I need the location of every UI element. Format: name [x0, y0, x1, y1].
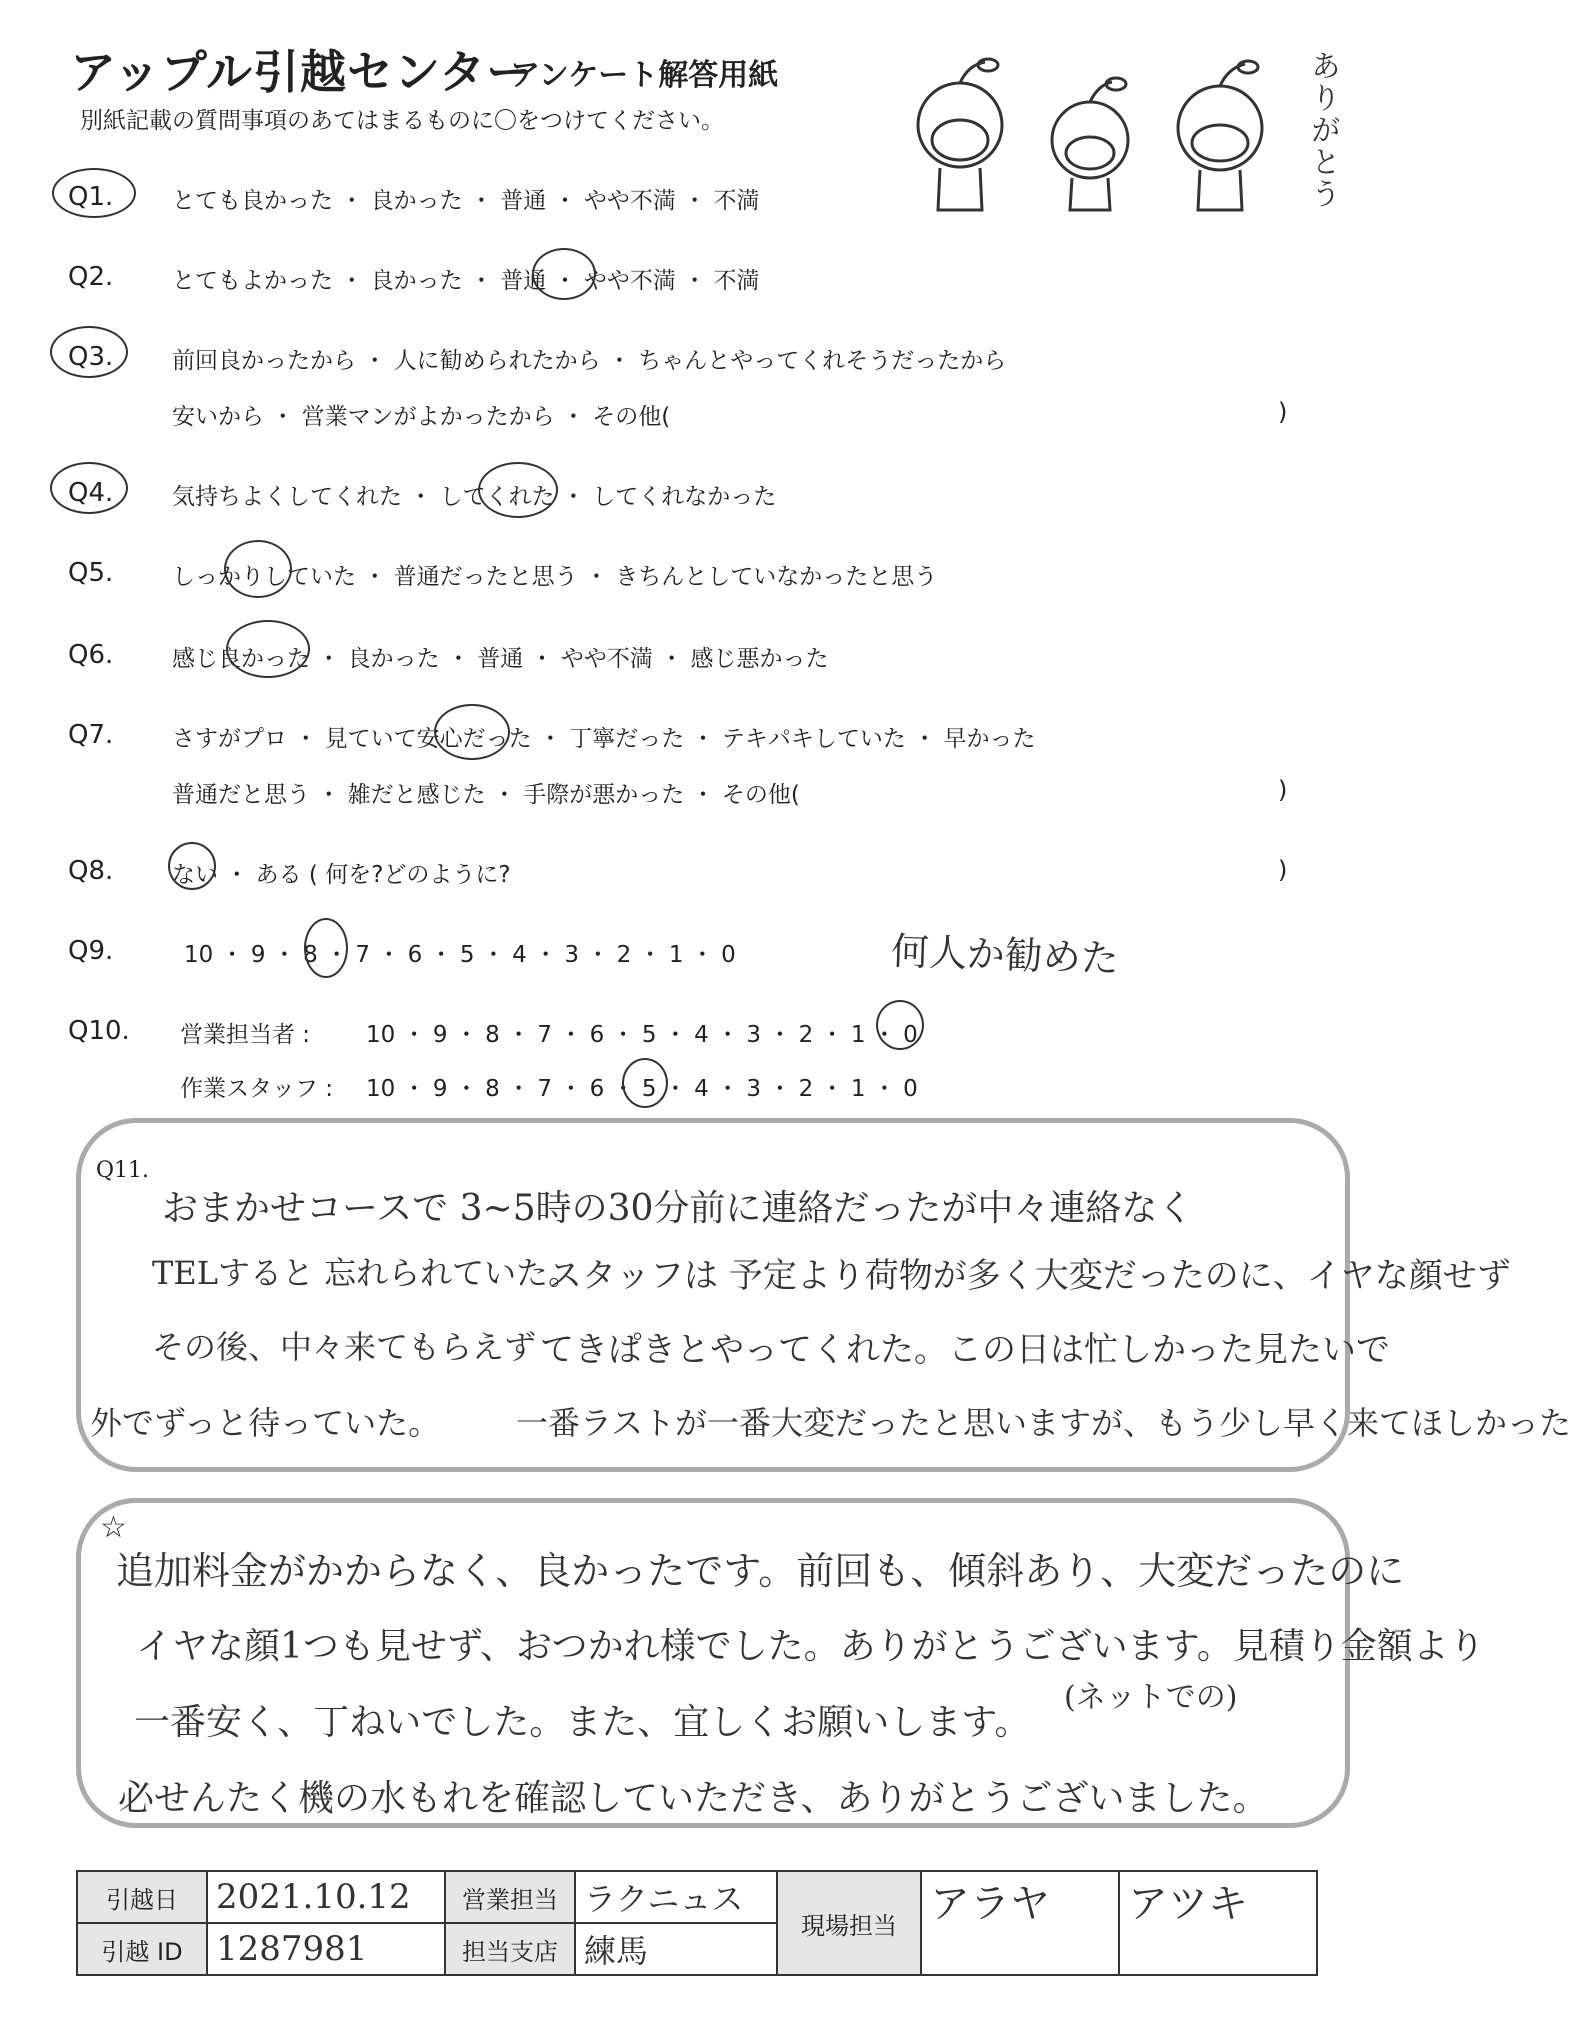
- answer-circle: [224, 540, 292, 598]
- q11-text-line2a: TELすると 忘れられていた。: [152, 1254, 581, 1292]
- q9-scale: 10 ・ 9 ・ 8 ・ 7 ・ 6 ・ 5 ・ 4 ・ 3 ・ 2 ・ 1 ・ 0: [184, 942, 736, 968]
- q8-close-paren: ): [1278, 856, 1288, 884]
- q11-text-line1: おまかせコースで 3~5時の30分前に連絡だったが中々連絡なく: [162, 1188, 1194, 1229]
- move-id-value: 1287981: [207, 1923, 445, 1975]
- answer-circle: [168, 842, 216, 890]
- answer-circle: [50, 326, 128, 378]
- q10-staff-scale: 10 ・ 9 ・ 8 ・ 7 ・ 6 ・ 5 ・ 4 ・ 3 ・ 2 ・ 1 ・ 0: [366, 1076, 918, 1102]
- star-icon: ☆: [100, 1510, 127, 1545]
- move-id-label: 引越 ID: [77, 1923, 207, 1975]
- q3-label: Q3.: [68, 342, 114, 372]
- q11-text-line3a: その後、中々来てもらえず: [152, 1328, 537, 1366]
- q7-close-paren: ): [1278, 776, 1288, 804]
- q11-text-line4a: 外でずっと待っていた。: [90, 1404, 441, 1442]
- site-staff-label: 現場担当: [777, 1871, 921, 1975]
- answer-circle: [50, 462, 128, 514]
- q10-sales-label: 営業担当者 :: [180, 1022, 311, 1048]
- q10-sales-scale: 10 ・ 9 ・ 8 ・ 7 ・ 6 ・ 5 ・ 4 ・ 3 ・ 2 ・ 1 ・ 0: [366, 1022, 918, 1048]
- q4-options: 気持ちよくしてくれた ・ してくれた ・ してくれなかった: [172, 484, 777, 510]
- q11-text-line4b: 一番ラストが一番大変だったと思いますが、もう少し早く来てほしかった: [516, 1404, 1571, 1442]
- q5-options: しっかりしていた ・ 普通だったと思う ・ きちんとしていなかったと思う: [172, 564, 938, 590]
- answer-circle: [304, 918, 348, 978]
- move-date-value: 2021.10.12: [207, 1871, 445, 1923]
- thanks-text: ありがとう: [1305, 50, 1340, 210]
- comment-line1: 追加料金がかからなく、良かったです。前回も、傾斜あり、大変だったのに: [116, 1549, 1405, 1593]
- q7-options-line2: 普通だと思う ・ 雑だと感じた ・ 手際が悪かった ・ その他(: [172, 782, 800, 808]
- comment-line2b: (ネットでの): [1064, 1680, 1238, 1715]
- footer-info-table: [76, 1870, 1318, 1976]
- q10-staff-label: 作業スタッフ :: [180, 1076, 334, 1102]
- answer-circle: [52, 168, 136, 218]
- q9-label: Q9.: [68, 936, 114, 966]
- q11-text-line3b: てきぱきとやってくれた。この日は忙しかった見たいで: [540, 1330, 1390, 1370]
- q7-options-line1: さすがプロ ・ 見ていて安心だった ・ 丁寧だった ・ テキパキしていた ・ 早かった: [172, 726, 1036, 752]
- answer-circle: [226, 620, 310, 678]
- q6-label: Q6.: [68, 640, 114, 670]
- q9-handwritten-note: 何人か勧めた: [890, 928, 1120, 981]
- q3-options-line1: 前回良かったから ・ 人に勧められたから ・ ちゃんとやってくれそうだったから: [172, 348, 1007, 374]
- q3-close-paren: ): [1278, 398, 1288, 426]
- comment-line4: 必せんたく機の水もれを確認していただき、ありがとうございました。: [118, 1778, 1269, 1819]
- q6-options: 感じ良かった ・ 良かった ・ 普通 ・ やや不満 ・ 感じ悪かった: [172, 646, 829, 672]
- answer-circle: [622, 1058, 668, 1108]
- answer-circle: [478, 462, 558, 518]
- answer-circle: [532, 248, 596, 300]
- answer-circle: [434, 704, 510, 760]
- sales-rep-label: 営業担当: [445, 1871, 575, 1923]
- branch-value: 練馬: [575, 1923, 777, 1975]
- q3-options-line2: 安いから ・ 営業マンがよかったから ・ その他(: [172, 404, 671, 430]
- sales-rep-value: ラクニュス: [575, 1871, 777, 1923]
- site-staff-1: アラヤ: [921, 1871, 1119, 1975]
- q1-options: とても良かった ・ 良かった ・ 普通 ・ やや不満 ・ 不満: [172, 188, 760, 214]
- monkey-mascot-icon: [890, 50, 1310, 220]
- company-title: アップル引越センター: [70, 45, 534, 99]
- q10-label: Q10.: [68, 1016, 130, 1046]
- q2-label: Q2.: [68, 262, 114, 292]
- answer-circle: [876, 1000, 924, 1050]
- q11-text-line2b: スタッフは 予定より荷物が多く大変だったのに、イヤな顔せず: [548, 1256, 1511, 1296]
- q7-label: Q7.: [68, 720, 114, 750]
- q2-options: とてもよかった ・ 良かった ・ 普通 ・ やや不満 ・ 不満: [172, 268, 760, 294]
- branch-label: 担当支店: [445, 1923, 575, 1975]
- q8-options: ない ・ ある ( 何を?どのように?: [172, 862, 511, 888]
- form-subtitle: アンケート解答用紙: [510, 58, 779, 93]
- q5-label: Q5.: [68, 558, 114, 588]
- instruction-text: 別紙記載の質問事項のあてはまるものに〇をつけてください。: [80, 108, 724, 134]
- move-date-label: 引越日: [77, 1871, 207, 1923]
- q1-label: Q1.: [68, 182, 114, 212]
- comment-line3: 一番安く、丁ねいでした。また、宜しくお願いします。: [134, 1702, 1031, 1743]
- q4-label: Q4.: [68, 478, 114, 508]
- comment-line2: イヤな顔1つも見せず、おつかれ様でした。ありがとうございます。見積り金額より: [136, 1626, 1485, 1667]
- q11-label: Q11.: [96, 1158, 150, 1183]
- site-staff-2: アツキ: [1119, 1871, 1317, 1975]
- q8-label: Q8.: [68, 856, 114, 886]
